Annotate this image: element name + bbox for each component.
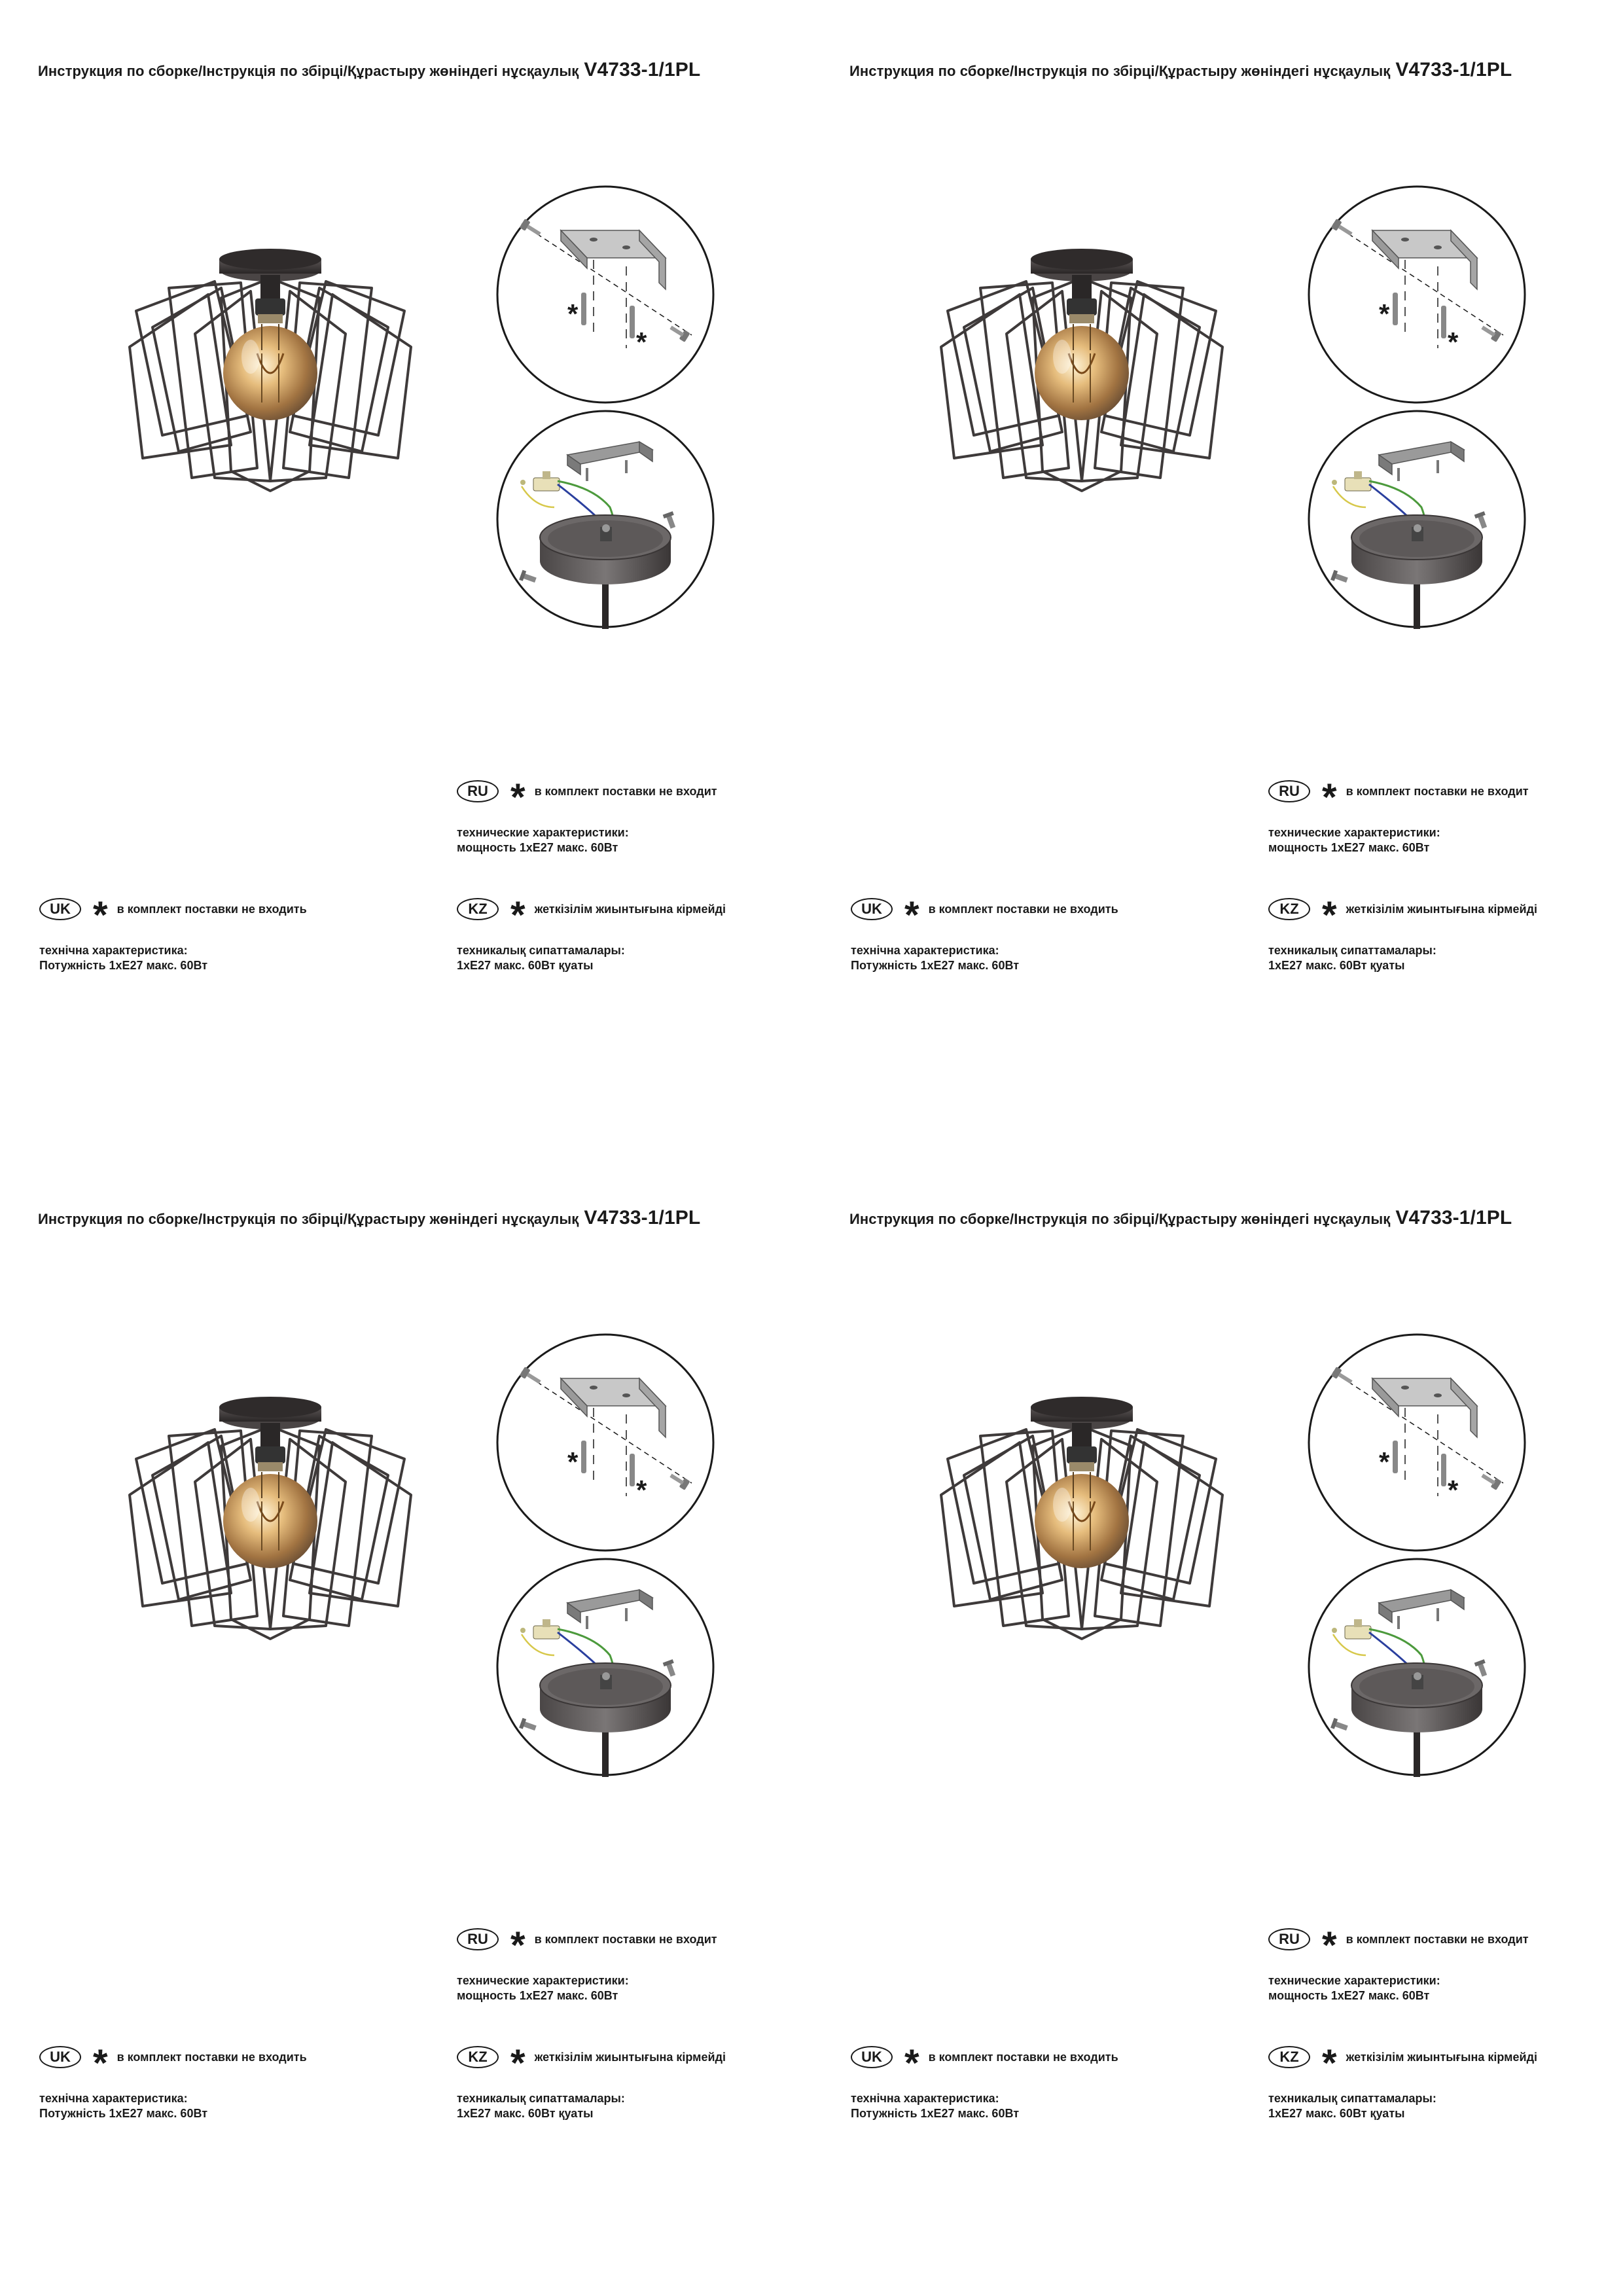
kz-spec-title: техникалық сипаттамалары: [1268, 2092, 1436, 2105]
model-number: V4733-1/1PL [1395, 59, 1512, 81]
asterisk-icon: * [1322, 2042, 1337, 2085]
kz-spec-value: 1xE27 макс. 60Вт қуаты [1268, 959, 1405, 972]
kz-specs [457, 2091, 625, 2121]
ru-specs [1268, 825, 1440, 855]
uk-specs [39, 2091, 207, 2121]
asterisk-icon: * [1322, 894, 1337, 937]
uk-badge: UK [39, 898, 81, 920]
lamp-illustration [116, 1384, 424, 1691]
kz-badge: KZ [457, 2046, 499, 2068]
uk-note [851, 894, 1118, 937]
lamp-illustration [928, 236, 1236, 543]
uk-spec-value: Потужність 1xE27 макс. 60Вт [39, 959, 208, 972]
model-number: V4733-1/1PL [584, 1207, 701, 1229]
uk-specs [39, 943, 207, 973]
uk-specs [851, 943, 1019, 973]
kz-badge: KZ [1268, 2046, 1310, 2068]
ru-specs [1268, 1973, 1440, 2003]
ru-note [457, 776, 717, 819]
ru-spec-value: мощность 1xE27 макс. 60Вт [1268, 1989, 1430, 2002]
bracket-mounting-diagram [495, 1333, 715, 1552]
sheet-title: Инструкция по сборке/Інструкція по збірці/Құрастыру жөніндегі нұсқаулық V4733-1/1PL [849, 59, 1512, 81]
asterisk-icon: * [93, 894, 108, 937]
kz-note [1268, 2042, 1537, 2085]
lamp-illustration [928, 1384, 1236, 1691]
ru-note [1268, 776, 1529, 819]
ru-note-text: в комплект поставки не входит [1346, 784, 1529, 798]
ru-spec-title: технические характеристики: [1268, 1974, 1440, 1987]
instruction-sheet-1 [0, 0, 812, 1148]
asterisk-icon: * [510, 894, 526, 937]
kz-spec-title: техникалық сипаттамалары: [1268, 944, 1436, 957]
ru-specs [457, 1973, 629, 2003]
ru-badge: RU [457, 780, 499, 802]
wiring-diagram [1307, 1557, 1527, 1777]
ru-note-text: в комплект поставки не входит [1346, 1932, 1529, 1946]
model-number: V4733-1/1PL [584, 59, 701, 81]
uk-spec-value: Потужність 1xE27 макс. 60Вт [851, 959, 1020, 972]
uk-spec-title: технічна характеристика: [39, 944, 188, 957]
uk-note-text: в комплект поставки не входить [928, 902, 1118, 916]
uk-badge: UK [39, 2046, 81, 2068]
kz-spec-title: техникалық сипаттамалары: [457, 944, 625, 957]
kz-spec-value: 1xE27 макс. 60Вт қуаты [1268, 2107, 1405, 2120]
ru-badge: RU [1268, 1928, 1310, 1950]
ru-specs [457, 825, 629, 855]
kz-note [457, 894, 726, 937]
asterisk-icon: * [1322, 776, 1337, 819]
ru-badge: RU [1268, 780, 1310, 802]
uk-note [851, 2042, 1118, 2085]
ru-spec-title: технические характеристики: [1268, 826, 1440, 839]
kz-note [1268, 894, 1537, 937]
sheet-title: Инструкция по сборке/Інструкція по збірці/Құрастыру жөніндегі нұсқаулық V4733-1/1PL [38, 59, 701, 81]
ru-note [1268, 1924, 1529, 1967]
uk-note-text: в комплект поставки не входить [116, 2050, 307, 2064]
instruction-sheet-3 [0, 1148, 812, 2296]
ru-note [457, 1924, 717, 1967]
model-number: V4733-1/1PL [1395, 1207, 1512, 1229]
sheet-title: Инструкция по сборке/Інструкція по збірці/Құрастыру жөніндегі нұсқаулық V4733-1/1PL [38, 1207, 701, 1229]
bracket-mounting-diagram [495, 185, 715, 404]
kz-specs [1268, 943, 1436, 973]
bracket-mounting-diagram [1307, 1333, 1527, 1552]
uk-note [39, 894, 307, 937]
wiring-diagram [495, 1557, 715, 1777]
kz-badge: KZ [457, 898, 499, 920]
kz-note-text: жеткізілім жиынтығына кірмейді [1346, 902, 1537, 916]
ru-badge: RU [457, 1928, 499, 1950]
instruction-sheet-4 [812, 1148, 1623, 2296]
asterisk-icon: * [93, 2042, 108, 2085]
instruction-sheet-2 [812, 0, 1623, 1148]
asterisk-icon: * [510, 1924, 526, 1967]
lamp-illustration [116, 236, 424, 543]
sheet-title: Инструкция по сборке/Інструкція по збірці/Құрастыру жөніндегі нұсқаулық V4733-1/1PL [849, 1207, 1512, 1229]
kz-specs [457, 943, 625, 973]
uk-spec-value: Потужність 1xE27 макс. 60Вт [851, 2107, 1020, 2120]
asterisk-icon: * [510, 776, 526, 819]
asterisk-icon: * [904, 2042, 919, 2085]
uk-spec-title: технічна характеристика: [39, 2092, 188, 2105]
asterisk-icon: * [904, 894, 919, 937]
asterisk-icon: * [1322, 1924, 1337, 1967]
ru-spec-title: технические характеристики: [457, 826, 629, 839]
kz-spec-value: 1xE27 макс. 60Вт қуаты [457, 959, 594, 972]
asterisk-icon: * [510, 2042, 526, 2085]
kz-spec-value: 1xE27 макс. 60Вт қуаты [457, 2107, 594, 2120]
uk-badge: UK [851, 2046, 893, 2068]
uk-badge: UK [851, 898, 893, 920]
uk-spec-title: технічна характеристика: [851, 944, 999, 957]
bracket-mounting-diagram [1307, 185, 1527, 404]
uk-note [39, 2042, 307, 2085]
kz-spec-title: техникалық сипаттамалары: [457, 2092, 625, 2105]
kz-specs [1268, 2091, 1436, 2121]
ru-spec-value: мощность 1xE27 макс. 60Вт [1268, 841, 1430, 854]
ru-note-text: в комплект поставки не входит [534, 784, 717, 798]
ru-spec-title: технические характеристики: [457, 1974, 629, 1987]
uk-note-text: в комплект поставки не входить [928, 2050, 1118, 2064]
kz-note-text: жеткізілім жиынтығына кірмейді [534, 902, 726, 916]
ru-spec-value: мощность 1xE27 макс. 60Вт [457, 1989, 618, 2002]
ru-spec-value: мощность 1xE27 макс. 60Вт [457, 841, 618, 854]
kz-badge: KZ [1268, 898, 1310, 920]
uk-spec-value: Потужність 1xE27 макс. 60Вт [39, 2107, 208, 2120]
uk-spec-title: технічна характеристика: [851, 2092, 999, 2105]
ru-note-text: в комплект поставки не входит [534, 1932, 717, 1946]
uk-note-text: в комплект поставки не входить [116, 902, 307, 916]
kz-note [457, 2042, 726, 2085]
wiring-diagram [495, 409, 715, 629]
uk-specs [851, 2091, 1019, 2121]
kz-note-text: жеткізілім жиынтығына кірмейді [1346, 2050, 1537, 2064]
kz-note-text: жеткізілім жиынтығына кірмейді [534, 2050, 726, 2064]
wiring-diagram [1307, 409, 1527, 629]
